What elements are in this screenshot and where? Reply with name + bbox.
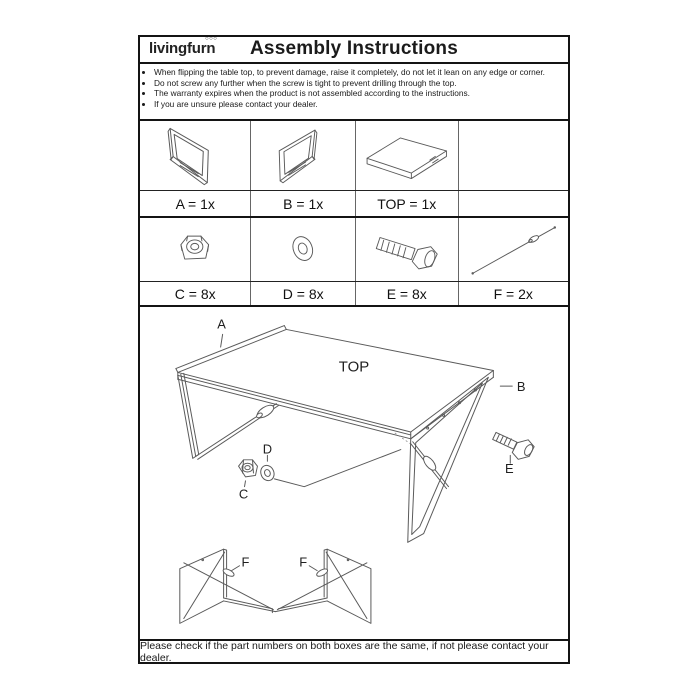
assembly-instruction-sheet [138, 35, 570, 664]
frame-panel-b-icon [251, 121, 355, 190]
footer-notice-text: Please check if the part numbers on both boxes are the same, if not please contact your dealer. [140, 639, 549, 664]
table-top-icon [356, 121, 458, 190]
part-top-label: TOP = 1x [356, 191, 459, 216]
diagram-label-top: TOP [338, 359, 370, 376]
washer-d-drawing [259, 450, 401, 487]
empty-cell [459, 121, 568, 190]
page-title: Assembly Instructions [250, 38, 458, 59]
part-b-cell [251, 121, 356, 190]
part-e-cell [356, 218, 459, 281]
diagram-label-a: A [217, 316, 226, 332]
diagram-label-f-right: F [299, 554, 308, 570]
parts-row2-images [140, 218, 568, 281]
safety-notes [140, 64, 568, 121]
diagram-label-b: B [516, 379, 526, 394]
parts-row1-images [140, 121, 568, 190]
brand-logo-dots-icon: ○○○ [204, 36, 218, 42]
part-c-label: C = 8x [140, 282, 251, 305]
frames-with-braces-drawing [180, 549, 371, 623]
parts-row1-labels [140, 190, 568, 218]
part-d-label: D = 8x [251, 282, 356, 305]
part-d-cell [251, 218, 356, 281]
diagram-label-f-left: F [241, 554, 250, 570]
empty-label [459, 191, 568, 216]
parts-row2-labels [140, 281, 568, 307]
note-item: • Do not screw any further when the screw is tight to prevent drilling through the top. [154, 78, 568, 89]
note-item: • The warranty expires when the product is not assembled according to the instructions. [154, 88, 568, 99]
bolt-icon [356, 218, 458, 281]
assembly-diagram [140, 307, 568, 639]
footer-notice [140, 639, 568, 662]
assembly-diagram-drawing [140, 307, 568, 639]
brand-logo-text: livingfurn [149, 40, 216, 57]
table-top-drawing [176, 326, 494, 439]
right-brace-rod-drawing [411, 442, 449, 489]
sheet-header [140, 37, 568, 64]
diagram-label-e: E [504, 461, 514, 476]
part-c-cell [140, 218, 251, 281]
note-item: • When flipping the table top, to prevent damage, raise it completely, do not let it lean on any edge or corner. [154, 67, 568, 78]
note-item: • If you are unsure please contact your dealer. [154, 99, 568, 110]
part-f-cell [459, 218, 568, 281]
nut-c-drawing [239, 460, 258, 487]
part-top-cell [356, 121, 459, 190]
diagram-label-c: C [238, 486, 249, 502]
bolt-e-drawing [493, 432, 535, 463]
part-a-cell [140, 121, 251, 190]
brace-rod-icon [459, 218, 568, 281]
part-f-label: F = 2x [493, 285, 533, 302]
part-b-label: B = 1x [251, 191, 356, 216]
frame-panel-a-icon [140, 121, 250, 190]
nut-icon [140, 218, 250, 281]
part-e-label: E = 8x [356, 282, 459, 305]
diagram-label-d: D [262, 441, 273, 457]
washer-icon [251, 218, 355, 281]
frame-a-drawing [178, 373, 199, 458]
part-a-label: A = 1x [140, 191, 251, 216]
